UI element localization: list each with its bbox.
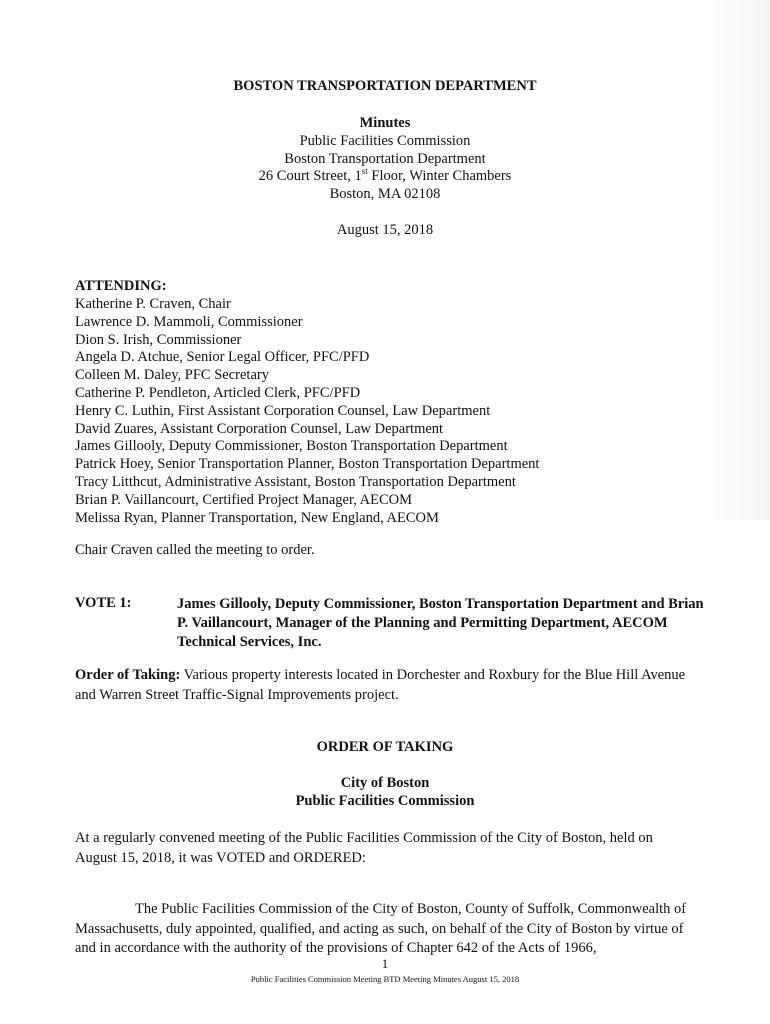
attendee: James Gillooly, Deputy Commissioner, Boston Transportation Department (75, 438, 508, 455)
attending-heading: ATTENDING: (75, 278, 167, 294)
attendee: Katherine P. Craven, Chair (75, 296, 231, 312)
department-title: BOSTON TRANSPORTATION DEPARTMENT (233, 78, 537, 94)
meeting-date: August 15, 2018 (336, 222, 434, 238)
attendee: David Zuares, Assistant Corporation Counsel, Law Department (75, 420, 444, 437)
attendee-list (75, 296, 539, 527)
vote-text: James Gillooly, Deputy Commissioner, Boston Transportation Department and Brian P. Vaillancourt, Manager of the Planning and Permitting Department, AECOM Technical Services, Inc. (177, 596, 704, 650)
attendee: Dion S. Irish, Commissioner (75, 331, 242, 348)
address-part: Floor, Winter Chambers (367, 168, 512, 184)
address-superscript: st (361, 166, 368, 177)
attendee: Catherine P. Pendleton, Articled Clerk, PFC/PFD (75, 384, 361, 401)
commission-heading: Public Facilities Commission (295, 793, 475, 809)
attendee: Patrick Hoey, Senior Transportation Planner, Boston Transportation Department (75, 456, 540, 473)
attendee: Angela D. Atchue, Senior Legal Officer, PFC/PFD (75, 349, 370, 366)
commission-name: Public Facilities Commission (299, 133, 471, 149)
attendee: Colleen M. Daley, PFC Secretary (75, 367, 269, 384)
minutes-heading: Minutes (359, 115, 411, 131)
attendee: Henry C. Luthin, First Assistant Corporation Counsel, Law Department (75, 402, 491, 419)
meeting-address (0, 168, 770, 185)
attendee: Lawrence D. Mammoli, Commissioner (75, 313, 303, 330)
city-heading: City of Boston (340, 775, 430, 791)
order-of-taking-label: Order of Taking: (75, 667, 181, 683)
page-footer: Public Facilities Commission Meeting BTD Meeting Minutes August 15, 2018 (250, 974, 520, 984)
organization-name: Boston Transportation Department (284, 151, 486, 167)
page-number: 1 (381, 956, 389, 971)
attendee: Melissa Ryan, Planner Transportation, New England, AECOM (75, 509, 439, 526)
address-part: 26 Court Street, 1 (258, 168, 362, 184)
paragraph-meeting: At a regularly convened meeting of the Public Facilities Commission of the City of Boston, held on August 15, 2018, it was VOTED and ORDERED: (75, 830, 653, 866)
attendee: Brian P. Vaillancourt, Certified Project Manager, AECOM (75, 491, 413, 508)
call-to-order: Chair Craven called the meeting to order. (75, 542, 315, 558)
order-of-taking-paragraph (75, 666, 695, 705)
order-heading: ORDER OF TAKING (316, 739, 454, 755)
order-of-taking-text: Various property interests located in Dorchester and Roxbury for the Blue Hill Avenue and Warren Street Traffic-Signal Improvements project. (75, 667, 686, 703)
vote-label: VOTE 1: (75, 595, 132, 611)
attendee: Tracy Litthcut, Administrative Assistant, Boston Transportation Department (75, 473, 516, 490)
paragraph-authority: The Public Facilities Commission of the City of Boston, County of Suffolk, Commonwealth of Massachusetts, duly appointed, qualified, and acting as such, on behalf of the City of Boston by virtue of and in accordance with the authority of the provisions of Chapter 642 of the Acts of 1966, (75, 901, 687, 956)
meeting-city: Boston, MA 02108 (329, 186, 441, 202)
